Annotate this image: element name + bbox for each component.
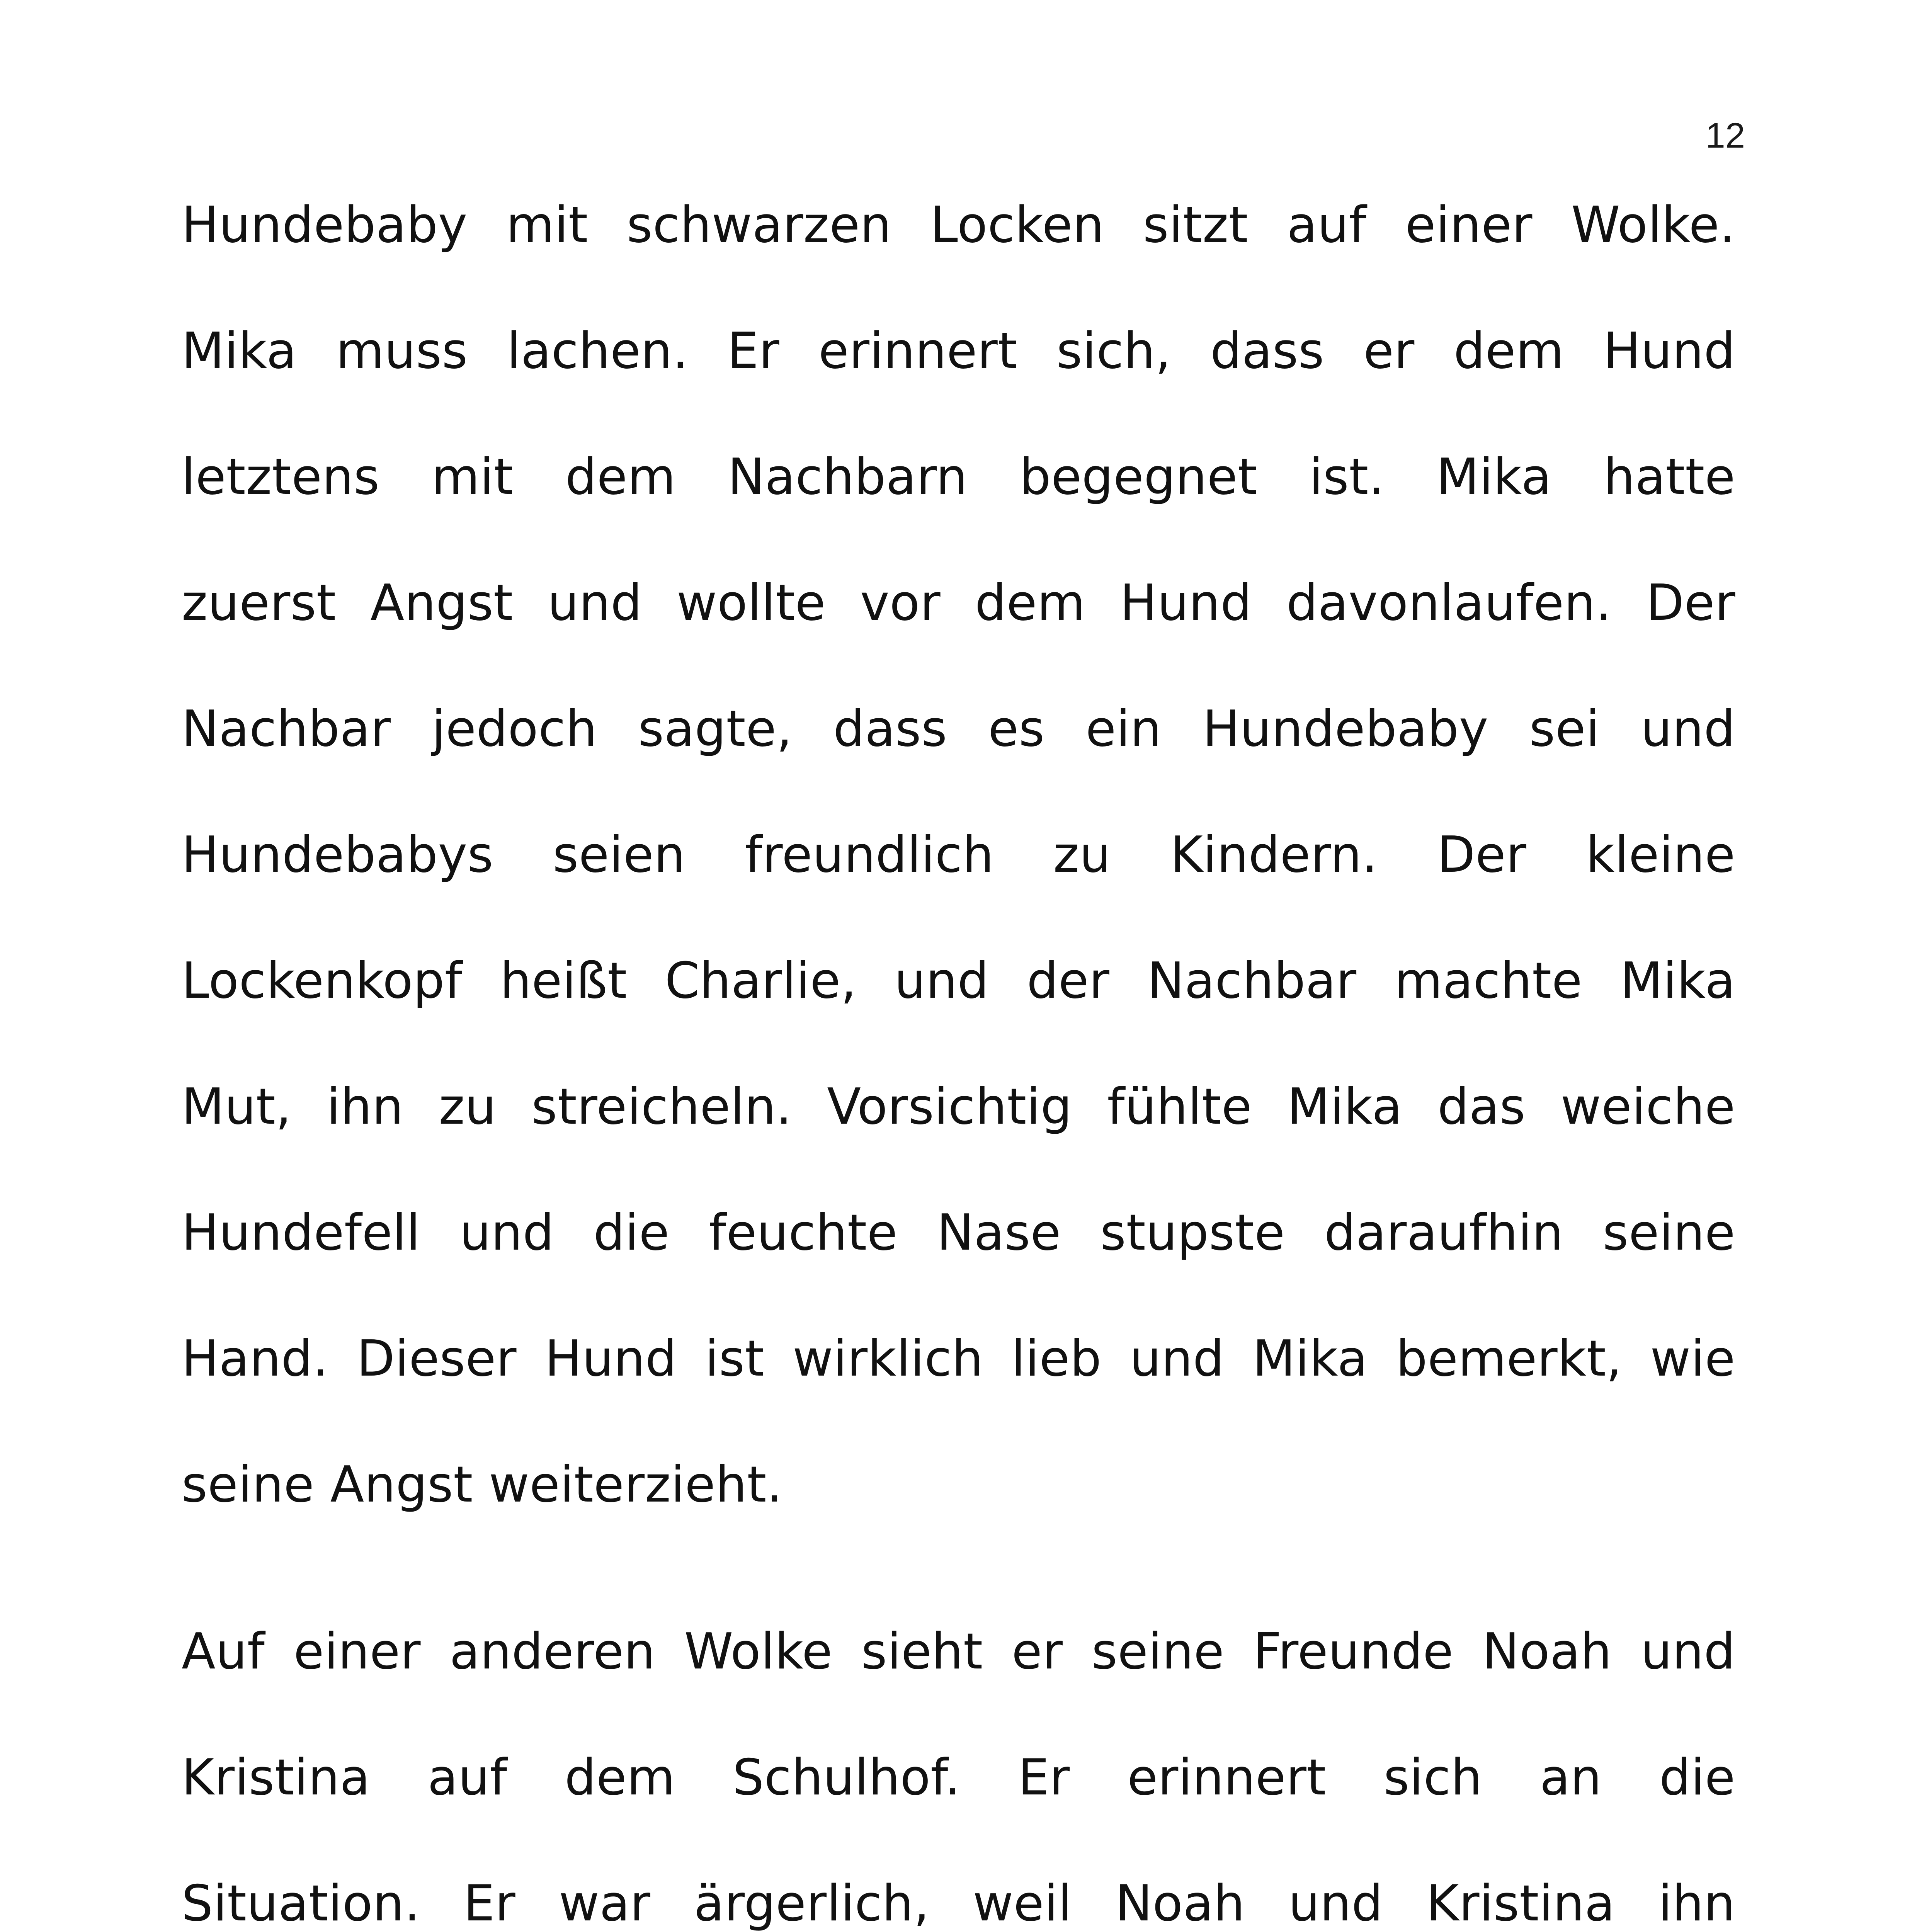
text-line: Hundebabys seien freundlich zu Kindern. Der kleine [182,826,1735,884]
text-line: Auf einer anderen Wolke sieht er seine Freunde Noah und [182,1623,1735,1680]
text-line: Hundefell und die feuchte Nase stupste daraufhin seine [182,1204,1735,1262]
text-line: Nachbar jedoch sagte, dass es ein Hundebaby sei und [182,700,1735,758]
text-line: Hand. Dieser Hund ist wirklich lieb und Mika bemerkt, wie [182,1330,1735,1388]
page-number: 12 [1705,116,1745,155]
text-line: Mika muss lachen. Er erinnert sich, dass er dem Hund [182,322,1735,380]
text-line: Hundebaby mit schwarzen Locken sitzt auf einer Wolke. [182,196,1735,254]
text-line: Mut, ihn zu streicheln. Vorsichtig fühlte Mika das weiche [182,1078,1735,1136]
text-line: letztens mit dem Nachbarn begegnet ist. Mika hatte [182,448,1735,506]
paragraph-2 [182,1589,1735,1932]
text-line: Kristina auf dem Schulhof. Er erinnert sich an die [182,1749,1735,1806]
paragraph-1 [182,162,1735,1548]
text-line: zuerst Angst und wollte vor dem Hund davonlaufen. Der [182,574,1735,632]
text-line: Lockenkopf heißt Charlie, und der Nachbar machte Mika [182,952,1735,1010]
text-line: Situation. Er war ärgerlich, weil Noah und Kristina ihn [182,1875,1735,1932]
text-line: seine Angst weiterzieht. [182,1456,783,1514]
